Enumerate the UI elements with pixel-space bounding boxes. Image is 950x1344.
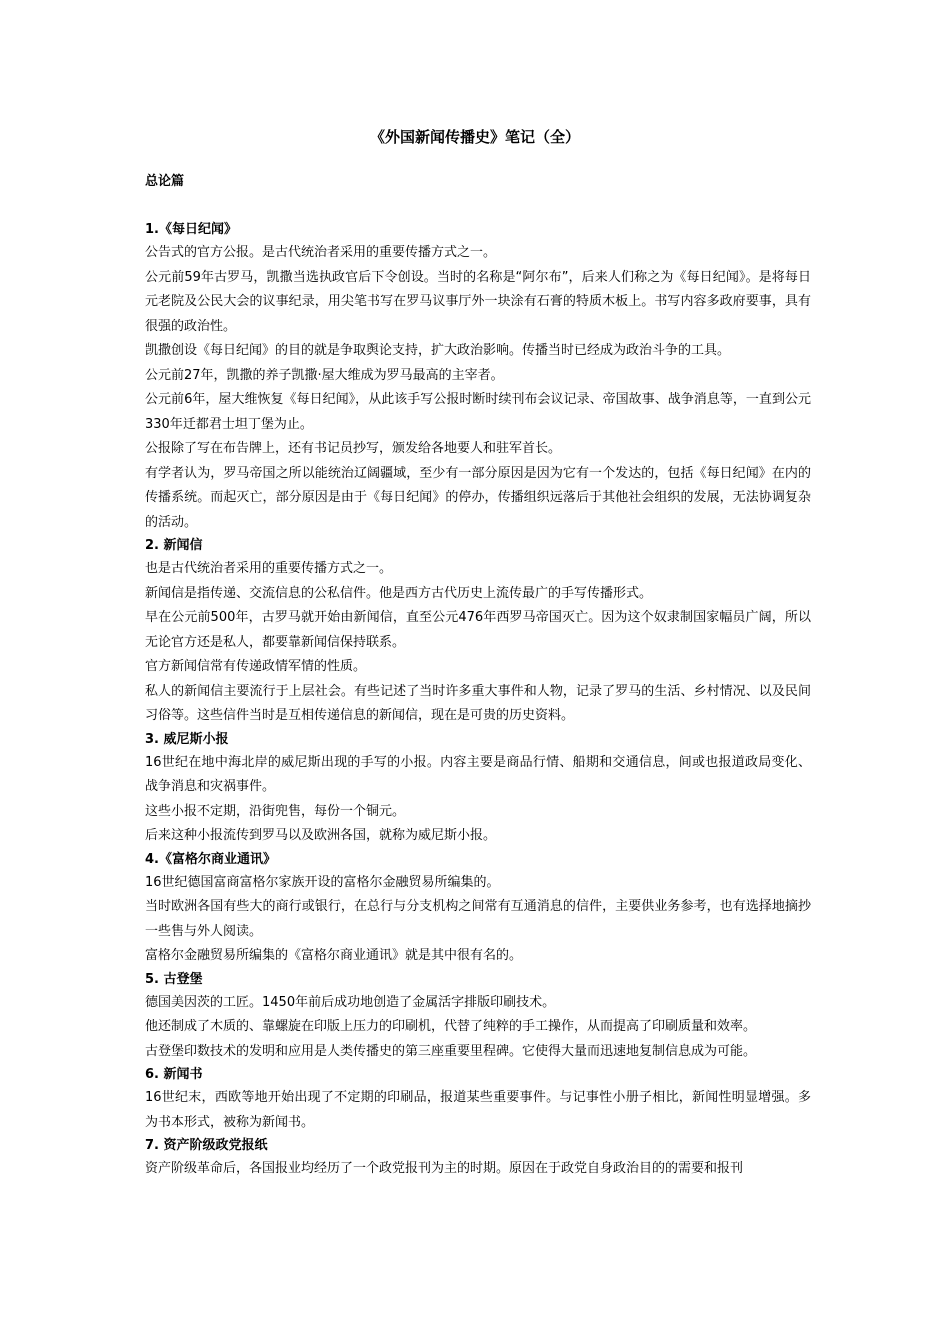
paragraph: 公报除了写在布告牌上，还有书记员抄写，颁发给各地要人和驻军首长。 — [145, 441, 562, 456]
paragraph: 早在公元前500年，古罗马就开始由新闻信，直至公元476年西罗马帝国灭亡。因为这个奴隶制国家幅员广阔，所以无论官方还是私人，都要靠新闻信保持联系。 — [145, 610, 811, 650]
section-heading: 1.《每日纪闻》 — [145, 222, 237, 237]
paragraph: 私人的新闻信主要流行于上层社会。有些记述了当时许多重大事件和人物，记录了罗马的生活、乡村情况、以及民间习俗等。这些信件当时是互相传递信息的新闻信，现在是可贵的历史资料。 — [145, 683, 811, 723]
paragraph: 他还制成了木质的、靠螺旋在印版上压力的印刷机，代替了纯粹的手工操作，从而提高了印刷质量和效率。 — [145, 1019, 757, 1034]
paragraph: 当时欧洲各国有些大的商行或银行，在总行与分支机构之间常有互通消息的信件，主要供业务参考，也有选择地摘抄一些售与外人阅读。 — [145, 899, 811, 939]
section-4 — [145, 849, 811, 969]
paragraph: 公元前6年，屋大维恢复《每日纪闻》，从此该手写公报时断时续刊布会议记录、帝国故事、战争消息等，一直到公元330年迁都君士坦丁堡为止。 — [145, 392, 811, 432]
paragraph: 古登堡印数技术的发明和应用是人类传播史的第三座重要里程碑。它使得大量而迅速地复制信息成为可能。 — [145, 1043, 757, 1059]
paragraph: 资产阶级革命后，各国报业均经历了一个政党报刊为主的时期。原因在于政党自身政治目的的需要和报刊 — [145, 1161, 744, 1176]
section-heading: 7. 资产阶级政党报纸 — [145, 1138, 268, 1153]
section-heading: 6. 新闻书 — [145, 1067, 203, 1082]
paragraph: 官方新闻信常有传递政情军情的性质。 — [145, 659, 367, 674]
section-heading: 5. 古登堡 — [145, 971, 203, 987]
paragraph: 富格尔金融贸易所编集的《富格尔商业通讯》就是其中很有名的。 — [145, 948, 523, 963]
section-6 — [145, 1064, 811, 1135]
paragraph: 新闻信是指传递、交流信息的公私信件。他是西方古代历史上流传最广的手写传播形式。 — [145, 585, 653, 601]
paragraph: 16世纪末，西欧等地开始出现了不定期的印刷品，报道某些重要事件。与记事性小册子相比，新闻性明显增强。多为书本形式，被称为新闻书。 — [145, 1090, 811, 1130]
document-title: 《外国新闻传播史》笔记（全） — [369, 128, 580, 146]
section-2 — [145, 535, 811, 729]
paragraph: 德国美因茨的工匠。1450年前后成功地创造了金属活字排版印刷技术。 — [145, 994, 556, 1010]
paragraph: 公元前59年古罗马，凯撒当选执政官后下令创设。当时的名称是“阿尔布”，后来人们称之为《每日纪闻》。是将每日元老院及公民大会的议事纪录，用尖笔书写在罗马议事厅外一块涂有石膏的特质木板上。书写内容多政府要事，具有很强的政治性。 — [145, 269, 811, 334]
paragraph: 16世纪在地中海北岸的威尼斯出现的手写的小报。内容主要是商品行情、船期和交通信息，间或也报道政局变化、战争消息和灾祸事件。 — [145, 754, 811, 794]
paragraph: 有学者认为，罗马帝国之所以能统治辽阔疆域，至少有一部分原因是因为它有一个发达的，包括《每日纪闻》在内的传播系统。而起灭亡，部分原因是由于《每日纪闻》的停办，传播组织远落后于其他社会组织的发展，无法协调复杂的活动。 — [145, 465, 811, 530]
paragraph: 也是古代统治者采用的重要传播方式之一。 — [145, 561, 393, 576]
section-3 — [145, 729, 811, 849]
paragraph: 公元前27年，凯撒的养子凯撒·屋大维成为罗马最高的主宰者。 — [145, 367, 504, 383]
document-body — [145, 219, 811, 1182]
section-1 — [145, 219, 811, 535]
section-heading: 4.《富格尔商业通讯》 — [145, 851, 276, 867]
paragraph: 公告式的官方公报。是古代统治者采用的重要传播方式之一。 — [145, 245, 497, 260]
paragraph: 凯撒创设《每日纪闻》的目的就是争取舆论支持，扩大政治影响。传播当时已经成为政治斗争的工具。 — [145, 343, 731, 358]
paragraph: 后来这种小报流传到罗马以及欧洲各国，就称为威尼斯小报。 — [145, 828, 497, 843]
section-heading: 2. 新闻信 — [145, 538, 203, 553]
paragraph: 这些小报不定期，沿街兜售，每份一个铜元。 — [145, 803, 406, 819]
section-5 — [145, 969, 811, 1065]
part-title: 总论篇 — [145, 174, 185, 189]
paragraph: 16世纪德国富商富格尔家族开设的富格尔金融贸易所编集的。 — [145, 874, 500, 890]
section-7 — [145, 1135, 811, 1182]
section-heading: 3. 威尼斯小报 — [145, 731, 229, 747]
